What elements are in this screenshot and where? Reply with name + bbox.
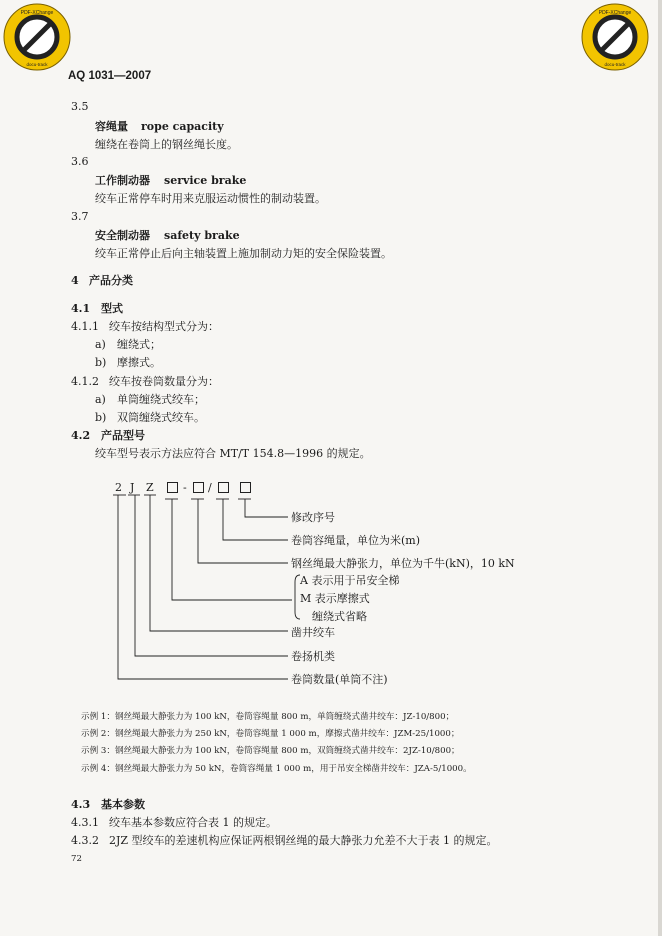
label-type-m: M 表示摩擦式 [300, 592, 370, 605]
list-marker: b) [95, 411, 107, 424]
section-number: 4.1 [71, 302, 91, 315]
clause-text: 绞车按结构型式分为： [109, 320, 219, 333]
document-number: AQ 1031—2007 [68, 70, 152, 82]
section-number: 4.3 [71, 798, 91, 811]
list-marker: b) [95, 356, 107, 369]
list-item: 双筒缠绕式绞车。 [117, 411, 205, 424]
example-1: 示例 1：钢丝绳最大静张力为 100 kN，卷筒容绳量 800 m，单筒缠绕式凿井绞车：JZ-10/800； [81, 712, 455, 722]
term-cn: 容绳量 [95, 120, 128, 133]
term-cn: 工作制动器 [95, 174, 150, 187]
clause-number: 4.1.2 [71, 375, 99, 388]
term-en: safety brake [164, 229, 240, 242]
clause-text: 绞车按卷筒数量分为： [109, 375, 219, 388]
term-cn: 安全制动器 [95, 229, 150, 242]
label-tension: 钢丝绳最大静张力，单位为千牛(kN)，10 kN [291, 557, 515, 570]
svg-text:docu-track: docu-track [26, 62, 48, 67]
clause-number: 4.3.2 [71, 834, 99, 847]
code-dash: - [183, 481, 187, 494]
code-char-2: 2 [115, 481, 122, 494]
svg-text:PDF-XChange: PDF-XChange [20, 10, 54, 16]
label-type-a: A 表示用于吊安全梯 [300, 574, 400, 587]
section-number: 3.7 [71, 210, 89, 223]
list-item: 摩擦式。 [117, 356, 161, 369]
label-shaft: 凿井绞车 [291, 626, 335, 639]
term-definition: 绞车正常停止后向主轴装置上施加制动力矩的安全保险装置。 [95, 247, 392, 260]
term-en: service brake [164, 174, 247, 187]
svg-text:docu-track: docu-track [604, 62, 626, 67]
clause-text: 绞车基本参数应符合表 1 的规定。 [109, 816, 277, 829]
clause-text: 2JZ 型绞车的差速机构应保证两根钢丝绳的最大静张力允差不大于表 1 的规定。 [109, 834, 498, 847]
example-3: 示例 3：钢丝绳最大静张力为 100 kN，卷筒容绳量 800 m，双筒缠绕式凿井绞车：2JZ-10/800； [81, 746, 460, 756]
chapter-title: 产品分类 [89, 274, 133, 287]
page-number: 72 [71, 854, 82, 864]
label-drums: 卷筒数量(单筒不注) [291, 673, 388, 686]
label-capacity: 卷筒容绳量，单位为米(m) [291, 534, 421, 547]
label-type-omit: 缠绕式省略 [312, 610, 367, 623]
clause-number: 4.3.1 [71, 816, 99, 829]
label-hoist: 卷扬机类 [291, 650, 335, 663]
list-marker: a) [95, 338, 106, 351]
section-number: 4.2 [71, 429, 91, 442]
section-title: 基本参数 [101, 798, 145, 811]
clause-number: 4.1.1 [71, 320, 99, 333]
code-slash: / [208, 481, 212, 494]
chapter-number: 4 [71, 274, 79, 287]
label-revision: 修改序号 [291, 511, 335, 524]
term-definition: 缠绕在卷筒上的钢丝绳长度。 [95, 138, 238, 151]
code-char-z: Z [146, 481, 154, 494]
list-item: 缠绕式； [117, 338, 161, 351]
list-marker: a) [95, 393, 106, 406]
code-char-j: J [130, 481, 135, 494]
section-number: 3.5 [71, 100, 89, 113]
list-item: 单筒缠绕式绞车； [117, 393, 205, 406]
example-4: 示例 4：钢丝绳最大静张力为 50 kN，卷筒容绳量 1 000 m，用于吊安全梯凿井绞车：JZA-5/1000。 [81, 764, 472, 774]
example-2: 示例 2：钢丝绳最大静张力为 250 kN，卷筒容绳量 1 000 m，摩擦式凿井绞车：JZM-25/1000； [81, 729, 460, 739]
section-number: 3.6 [71, 155, 89, 168]
section-title: 产品型号 [101, 429, 145, 442]
term-definition: 绞车正常停车时用来克服运动惯性的制动装置。 [95, 192, 326, 205]
section-text: 绞车型号表示方法应符合 MT/T 154.8—1996 的规定。 [95, 447, 371, 460]
section-title: 型式 [101, 302, 123, 315]
svg-text:PDF-XChange: PDF-XChange [598, 10, 632, 16]
term-en: rope capacity [141, 120, 224, 133]
